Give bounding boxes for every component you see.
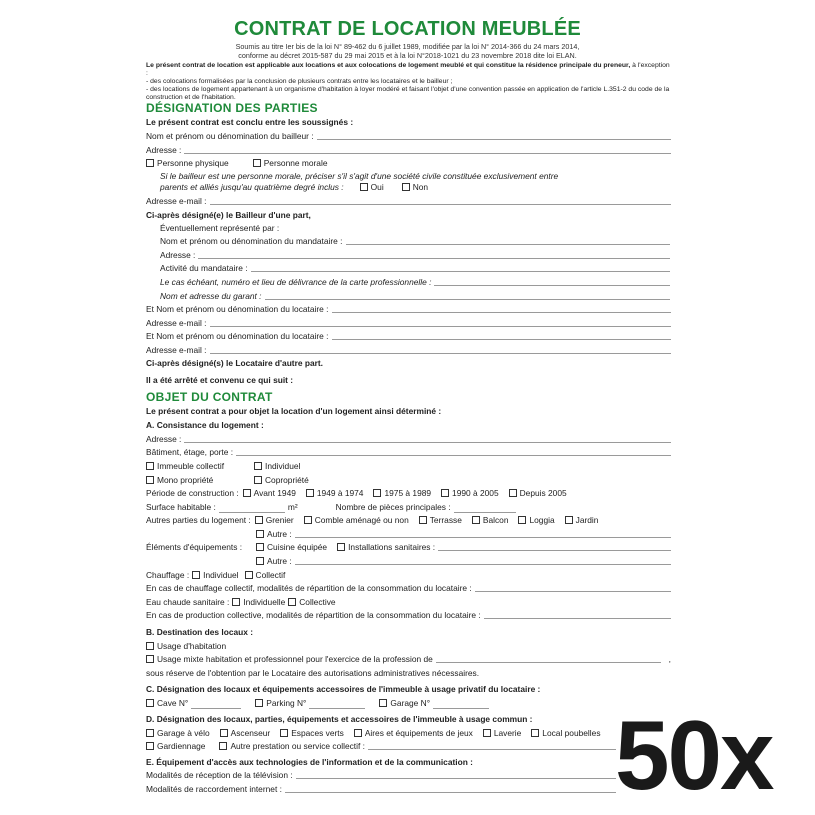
sci-question-line-1: Si le bailleur est une personne morale, préciser s'il s'agit d'une société civile constituée exclusivement entre xyxy=(160,171,559,181)
checkbox-local-poubelles[interactable]: Local poubelles xyxy=(531,727,600,739)
field-surface[interactable] xyxy=(219,504,285,513)
field-garage-numero[interactable] xyxy=(433,700,489,709)
chauffage-row: Chauffage : Individuel Collectif xyxy=(146,570,286,580)
checkbox-ascenseur[interactable]: Ascenseur xyxy=(220,727,271,739)
checkbox-1990-2005[interactable]: 1990 à 2005 xyxy=(441,487,499,499)
checkbox-chauffage-collectif[interactable]: Collectif xyxy=(245,569,286,581)
field-reception-tv[interactable]: Modalités de réception de la télévision : xyxy=(146,769,616,781)
field-autre-parties[interactable]: Autre : xyxy=(256,528,671,540)
field-chauffage-collectif[interactable]: En cas de chauffage collectif, modalités de répartition de la consommation du locataire : xyxy=(146,582,671,594)
checkbox-grenier[interactable]: Grenier xyxy=(255,514,294,526)
quantity-badge: 50x xyxy=(615,700,773,810)
subsection-b: B. Destination des locaux : xyxy=(146,627,254,637)
sci-question-line-2: parents et alliés jusqu'au quatrième degré inclus : Oui Non xyxy=(160,182,429,192)
eau-chaude-row: Eau chaude sanitaire : Individuelle Collective xyxy=(146,597,336,607)
checkbox-terrasse[interactable]: Terrasse xyxy=(419,514,462,526)
personne-type-row xyxy=(146,157,671,169)
checkbox-immeuble-collectif[interactable]: Immeuble collectif xyxy=(146,460,244,472)
ci-apres-bailleur: Ci-après désigné(e) le Bailleur d'une part, xyxy=(146,210,311,220)
field-batiment-etage-porte[interactable]: Bâtiment, étage, porte : xyxy=(146,446,671,458)
checkbox-loggia[interactable]: Loggia xyxy=(518,514,554,526)
field-cave-numero[interactable] xyxy=(191,700,241,709)
checkbox-usage-habitation[interactable]: Usage d'habitation xyxy=(146,640,671,652)
page-title: CONTRAT DE LOCATION MEUBLÉE xyxy=(234,18,581,40)
checkbox-installations-sanitaires[interactable]: Installations sanitaires : xyxy=(337,541,435,553)
checkbox-oui[interactable]: Oui xyxy=(360,181,384,193)
section-heading-parties: DÉSIGNATION DES PARTIES xyxy=(146,101,318,115)
field-nom-mandataire[interactable]: Nom et prénom ou dénomination du mandataire : xyxy=(160,235,670,247)
checkbox-personne-morale[interactable]: Personne morale xyxy=(253,157,328,169)
checkbox-eau-collective[interactable]: Collective xyxy=(288,596,335,608)
field-email-bailleur[interactable]: Adresse e-mail : xyxy=(146,195,671,207)
checkbox-parking[interactable]: Parking N° xyxy=(255,697,306,709)
locaux-prives-row xyxy=(146,697,671,709)
periode-construction-row: Période de construction : Avant 1949 1949 à 1974 1975 à 1989 1990 à 2005 Depuis 2005 xyxy=(146,488,567,498)
field-nom-locataire-2[interactable]: Et Nom et prénom ou dénomination du locataire : xyxy=(146,330,671,342)
subtitle-line-2: conforme au décret 2015-587 du 29 mai 2015 et à la loi N°2018-1021 du 23 novembre 2018 dite loi ELAN. xyxy=(238,51,577,60)
checkbox-balcon[interactable]: Balcon xyxy=(472,514,509,526)
checkbox-1949-1974[interactable]: 1949 à 1974 xyxy=(306,487,364,499)
field-adresse-bailleur[interactable]: Adresse : xyxy=(146,144,671,156)
checkbox-avant-1949[interactable]: Avant 1949 xyxy=(243,487,296,499)
field-eventuellement-represente: Éventuellement représenté par : xyxy=(160,223,280,233)
subsection-d: D. Désignation des locaux, parties, équipements et accessoires de l'immeuble à usage commun : xyxy=(146,714,533,724)
checkbox-jardin[interactable]: Jardin xyxy=(565,514,599,526)
arrete-convenu: Il a été arrêté et convenu ce qui suit : xyxy=(146,375,294,385)
field-garant[interactable]: Nom et adresse du garant : xyxy=(160,290,670,302)
reserve-note: sous réserve de l'obtention par le Locataire des autorisations administratives nécessaires. xyxy=(146,668,480,678)
field-carte-professionnelle[interactable]: Le cas échéant, numéro et lieu de délivrance de la carte professionnelle : xyxy=(160,276,670,288)
checkbox-comble[interactable]: Comble aménagé ou non xyxy=(304,514,409,526)
subsection-e: E. Équipement d'accès aux technologies de l'information et de la communication : xyxy=(146,757,473,767)
field-nombre-pieces[interactable] xyxy=(454,504,516,513)
ci-apres-locataire: Ci-après désigné(s) le Locataire d'autre part. xyxy=(146,358,323,368)
checkbox-garage[interactable]: Garage N° xyxy=(379,697,430,709)
section-heading-objet: OBJET DU CONTRAT xyxy=(146,390,273,404)
checkbox-copropriete[interactable]: Copropriété xyxy=(254,474,309,486)
gardiennage-row xyxy=(146,740,616,752)
checkbox-depuis-2005[interactable]: Depuis 2005 xyxy=(509,487,567,499)
subsection-a: A. Consistance du logement : xyxy=(146,420,264,430)
intro-rest: à l'exception : xyxy=(146,62,670,77)
field-raccordement-internet[interactable]: Modalités de raccordement internet : xyxy=(146,783,616,795)
immeuble-type-row xyxy=(146,460,671,472)
field-email-locataire-2[interactable]: Adresse e-mail : xyxy=(146,344,671,356)
field-nom-locataire-1[interactable]: Et Nom et prénom ou dénomination du locataire : xyxy=(146,303,671,315)
field-adresse-logement[interactable]: Adresse : xyxy=(146,433,671,445)
parties-intro: Le présent contrat est conclu entre les soussignés : xyxy=(146,117,354,127)
checkbox-gardiennage[interactable]: Gardiennage xyxy=(146,740,205,752)
equipements-row: Éléments d'équipements : Cuisine équipée Installations sanitaires : xyxy=(146,541,671,553)
subtitle-line-1: Soumis au titre Ier bis de la loi N° 89-462 du 6 juillet 1989, modifiée par la loi N° 2014-366 du 24 mars 2014, xyxy=(235,42,580,51)
field-usage-mixte[interactable]: Usage mixte habitation et professionnel pour l'exercice de la profession de , xyxy=(146,653,671,665)
checkbox-eau-individuelle[interactable]: Individuelle xyxy=(232,596,285,608)
checkbox-aires-jeux[interactable]: Aires et équipements de jeux xyxy=(354,727,473,739)
checkbox-chauffage-individuel[interactable]: Individuel xyxy=(192,569,238,581)
field-adresse-mandataire[interactable]: Adresse : xyxy=(160,249,670,261)
checkbox-laverie[interactable]: Laverie xyxy=(483,727,521,739)
autres-parties-row: Autres parties du logement : Grenier Comble aménagé ou non Terrasse Balcon Loggia Jardin xyxy=(146,515,599,525)
intro-line-2: - des colocations formalisées par la conclusion de plusieurs contrats entre les locataires et le bailleur ; xyxy=(146,78,453,85)
checkbox-garage-velo[interactable]: Garage à vélo xyxy=(146,727,210,739)
checkbox-personne-physique[interactable]: Personne physique xyxy=(146,157,229,169)
field-autre-equipements[interactable]: Autre : xyxy=(256,555,671,567)
checkbox-mono-propriete[interactable]: Mono propriété xyxy=(146,474,244,486)
propriete-type-row xyxy=(146,474,671,486)
surface-row: Surface habitable : m² Nombre de pièces principales : xyxy=(146,501,671,513)
checkbox-espaces-verts[interactable]: Espaces verts xyxy=(280,727,344,739)
parties-communes-row xyxy=(146,727,671,739)
field-parking-numero[interactable] xyxy=(309,700,365,709)
checkbox-autre-prestation[interactable]: Autre prestation ou service collectif : xyxy=(219,740,365,752)
objet-intro: Le présent contrat a pour objet la location d'un logement ainsi déterminé : xyxy=(146,406,442,416)
subsection-c: C. Désignation des locaux et équipements accessoires de l'immeuble à usage privatif du locataire : xyxy=(146,684,541,694)
checkbox-non[interactable]: Non xyxy=(402,181,428,193)
checkbox-cave[interactable]: Cave N° xyxy=(146,697,188,709)
checkbox-cuisine-equipee[interactable]: Cuisine équipée xyxy=(256,541,327,553)
checkbox-1975-1989[interactable]: 1975 à 1989 xyxy=(373,487,431,499)
intro-paragraph xyxy=(146,62,671,102)
field-eau-collective[interactable]: En cas de production collective, modalités de répartition de la consommation du locataire : xyxy=(146,609,671,621)
intro-bold: Le présent contrat de location est applicable aux locations et aux colocations de logement meublé et qui constitue la résidence principale du preneur, xyxy=(146,62,631,69)
intro-line-3: - des locations de logement appartenant à un organisme d'habitation à loyer modéré et faisant l'objet d'une convention passée en application de l'article L.351-2 du code de la construction et de l'habitation. xyxy=(146,86,670,101)
field-nom-bailleur[interactable]: Nom et prénom ou dénomination du bailleur : xyxy=(146,130,671,142)
checkbox-individuel[interactable]: Individuel xyxy=(254,460,300,472)
field-activite-mandataire[interactable]: Activité du mandataire : xyxy=(160,262,670,274)
field-email-locataire-1[interactable]: Adresse e-mail : xyxy=(146,317,671,329)
